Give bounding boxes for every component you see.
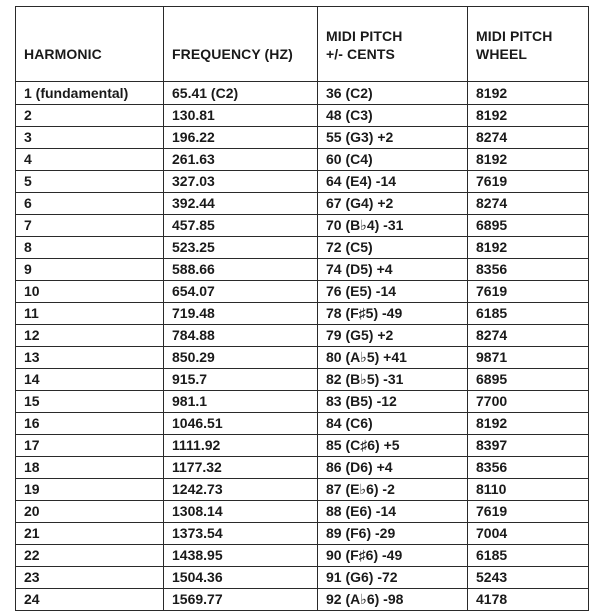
harmonic-cell: 5 (16, 171, 164, 193)
midi-pitch-cents-cell: 70 (B♭4) -31 (318, 215, 468, 237)
midi-pitch-wheel-cell: 9871 (468, 347, 589, 369)
frequency-cell: 981.1 (164, 391, 318, 413)
midi-pitch-wheel-cell: 8192 (468, 237, 589, 259)
frequency-cell: 392.44 (164, 193, 318, 215)
midi-pitch-cents-cell: 89 (F6) -29 (318, 523, 468, 545)
table-row (16, 457, 589, 479)
table-row (16, 325, 589, 347)
midi-pitch-cents-cell: 84 (C6) (318, 413, 468, 435)
harmonic-cell: 24 (16, 589, 164, 611)
midi-pitch-wheel-cell: 7619 (468, 171, 589, 193)
midi-pitch-cents-cell: 86 (D6) +4 (318, 457, 468, 479)
frequency-cell: 457.85 (164, 215, 318, 237)
midi-pitch-cents-cell: 92 (A♭6) -98 (318, 589, 468, 611)
table-row (16, 435, 589, 457)
harmonic-cell: 7 (16, 215, 164, 237)
frequency-cell: 915.7 (164, 369, 318, 391)
harmonic-cell: 23 (16, 567, 164, 589)
header-midi-pitch-cents-line1: MIDI PITCH (326, 28, 403, 44)
midi-pitch-cents-cell: 74 (D5) +4 (318, 259, 468, 281)
table-row (16, 149, 589, 171)
frequency-cell: 1504.36 (164, 567, 318, 589)
table-row (16, 567, 589, 589)
frequency-cell: 850.29 (164, 347, 318, 369)
frequency-cell: 784.88 (164, 325, 318, 347)
harmonic-cell: 2 (16, 105, 164, 127)
midi-pitch-cents-cell: 85 (C♯6) +5 (318, 435, 468, 457)
table-row (16, 501, 589, 523)
midi-pitch-cents-cell: 90 (F♯6) -49 (318, 545, 468, 567)
table-row (16, 237, 589, 259)
table-row (16, 215, 589, 237)
harmonic-cell: 11 (16, 303, 164, 325)
table-row (16, 479, 589, 501)
midi-pitch-wheel-cell: 7619 (468, 501, 589, 523)
table-row (16, 391, 589, 413)
midi-pitch-wheel-cell: 8192 (468, 105, 589, 127)
frequency-cell: 1046.51 (164, 413, 318, 435)
frequency-cell: 588.66 (164, 259, 318, 281)
harmonic-cell: 3 (16, 127, 164, 149)
harmonic-cell: 22 (16, 545, 164, 567)
frequency-cell: 65.41 (C2) (164, 82, 318, 105)
frequency-cell: 523.25 (164, 237, 318, 259)
harmonic-cell: 19 (16, 479, 164, 501)
midi-pitch-wheel-cell: 8274 (468, 193, 589, 215)
table-row (16, 82, 589, 105)
midi-pitch-cents-cell: 83 (B5) -12 (318, 391, 468, 413)
midi-pitch-cents-cell: 55 (G3) +2 (318, 127, 468, 149)
header-frequency-label: FREQUENCY (HZ) (172, 46, 293, 62)
frequency-cell: 196.22 (164, 127, 318, 149)
midi-pitch-wheel-cell: 8192 (468, 413, 589, 435)
midi-pitch-wheel-cell: 8274 (468, 127, 589, 149)
midi-pitch-cents-cell: 48 (C3) (318, 105, 468, 127)
midi-pitch-wheel-cell: 8192 (468, 82, 589, 105)
harmonic-cell: 17 (16, 435, 164, 457)
harmonic-cell: 14 (16, 369, 164, 391)
midi-pitch-cents-cell: 67 (G4) +2 (318, 193, 468, 215)
midi-pitch-cents-cell: 60 (C4) (318, 149, 468, 171)
midi-pitch-cents-cell: 36 (C2) (318, 82, 468, 105)
midi-pitch-wheel-cell: 4178 (468, 589, 589, 611)
midi-pitch-cents-cell: 79 (G5) +2 (318, 325, 468, 347)
harmonic-table (15, 6, 589, 611)
harmonic-table-container (15, 6, 588, 611)
harmonic-cell: 13 (16, 347, 164, 369)
frequency-cell: 1177.32 (164, 457, 318, 479)
table-row (16, 523, 589, 545)
harmonic-cell: 8 (16, 237, 164, 259)
frequency-cell: 130.81 (164, 105, 318, 127)
harmonic-cell: 10 (16, 281, 164, 303)
table-row (16, 369, 589, 391)
table-body (16, 82, 589, 611)
frequency-cell: 1308.14 (164, 501, 318, 523)
table-row (16, 281, 589, 303)
header-midi-pitch-cents-line2: +/- CENTS (326, 46, 395, 62)
midi-pitch-cents-cell: 88 (E6) -14 (318, 501, 468, 523)
frequency-cell: 1569.77 (164, 589, 318, 611)
harmonic-cell: 18 (16, 457, 164, 479)
frequency-cell: 1373.54 (164, 523, 318, 545)
table-row (16, 171, 589, 193)
midi-pitch-cents-cell: 87 (E♭6) -2 (318, 479, 468, 501)
midi-pitch-wheel-cell: 8110 (468, 479, 589, 501)
table-row (16, 545, 589, 567)
midi-pitch-cents-cell: 78 (F♯5) -49 (318, 303, 468, 325)
harmonic-cell: 15 (16, 391, 164, 413)
frequency-cell: 1242.73 (164, 479, 318, 501)
frequency-cell: 654.07 (164, 281, 318, 303)
midi-pitch-wheel-cell: 8397 (468, 435, 589, 457)
harmonic-cell: 1 (fundamental) (16, 82, 164, 105)
midi-pitch-wheel-cell: 8356 (468, 259, 589, 281)
header-frequency (164, 7, 318, 82)
midi-pitch-cents-cell: 76 (E5) -14 (318, 281, 468, 303)
header-harmonic (16, 7, 164, 82)
midi-pitch-wheel-cell: 8192 (468, 149, 589, 171)
midi-pitch-wheel-cell: 7619 (468, 281, 589, 303)
frequency-cell: 1111.92 (164, 435, 318, 457)
midi-pitch-cents-cell: 64 (E4) -14 (318, 171, 468, 193)
frequency-cell: 327.03 (164, 171, 318, 193)
table-row (16, 413, 589, 435)
table-row (16, 127, 589, 149)
midi-pitch-wheel-cell: 6895 (468, 215, 589, 237)
table-row (16, 303, 589, 325)
table-row (16, 589, 589, 611)
table-row (16, 193, 589, 215)
harmonic-cell: 16 (16, 413, 164, 435)
midi-pitch-wheel-cell: 7700 (468, 391, 589, 413)
header-midi-pitch-wheel-line1: MIDI PITCH (476, 28, 553, 44)
midi-pitch-cents-cell: 80 (A♭5) +41 (318, 347, 468, 369)
table-row (16, 259, 589, 281)
header-midi-pitch-cents (318, 7, 468, 82)
frequency-cell: 261.63 (164, 149, 318, 171)
midi-pitch-wheel-cell: 5243 (468, 567, 589, 589)
midi-pitch-wheel-cell: 6185 (468, 303, 589, 325)
frequency-cell: 1438.95 (164, 545, 318, 567)
harmonic-cell: 21 (16, 523, 164, 545)
midi-pitch-wheel-cell: 8356 (468, 457, 589, 479)
midi-pitch-wheel-cell: 8274 (468, 325, 589, 347)
midi-pitch-cents-cell: 91 (G6) -72 (318, 567, 468, 589)
header-midi-pitch-wheel-line2: WHEEL (476, 46, 528, 62)
midi-pitch-cents-cell: 82 (B♭5) -31 (318, 369, 468, 391)
harmonic-cell: 6 (16, 193, 164, 215)
header-harmonic-label: HARMONIC (24, 46, 102, 62)
harmonic-cell: 9 (16, 259, 164, 281)
harmonic-cell: 20 (16, 501, 164, 523)
table-row (16, 347, 589, 369)
table-row (16, 105, 589, 127)
table-header-row (16, 7, 589, 82)
midi-pitch-wheel-cell: 6185 (468, 545, 589, 567)
midi-pitch-cents-cell: 72 (C5) (318, 237, 468, 259)
midi-pitch-wheel-cell: 6895 (468, 369, 589, 391)
midi-pitch-wheel-cell: 7004 (468, 523, 589, 545)
frequency-cell: 719.48 (164, 303, 318, 325)
header-midi-pitch-wheel (468, 7, 589, 82)
harmonic-cell: 12 (16, 325, 164, 347)
harmonic-cell: 4 (16, 149, 164, 171)
